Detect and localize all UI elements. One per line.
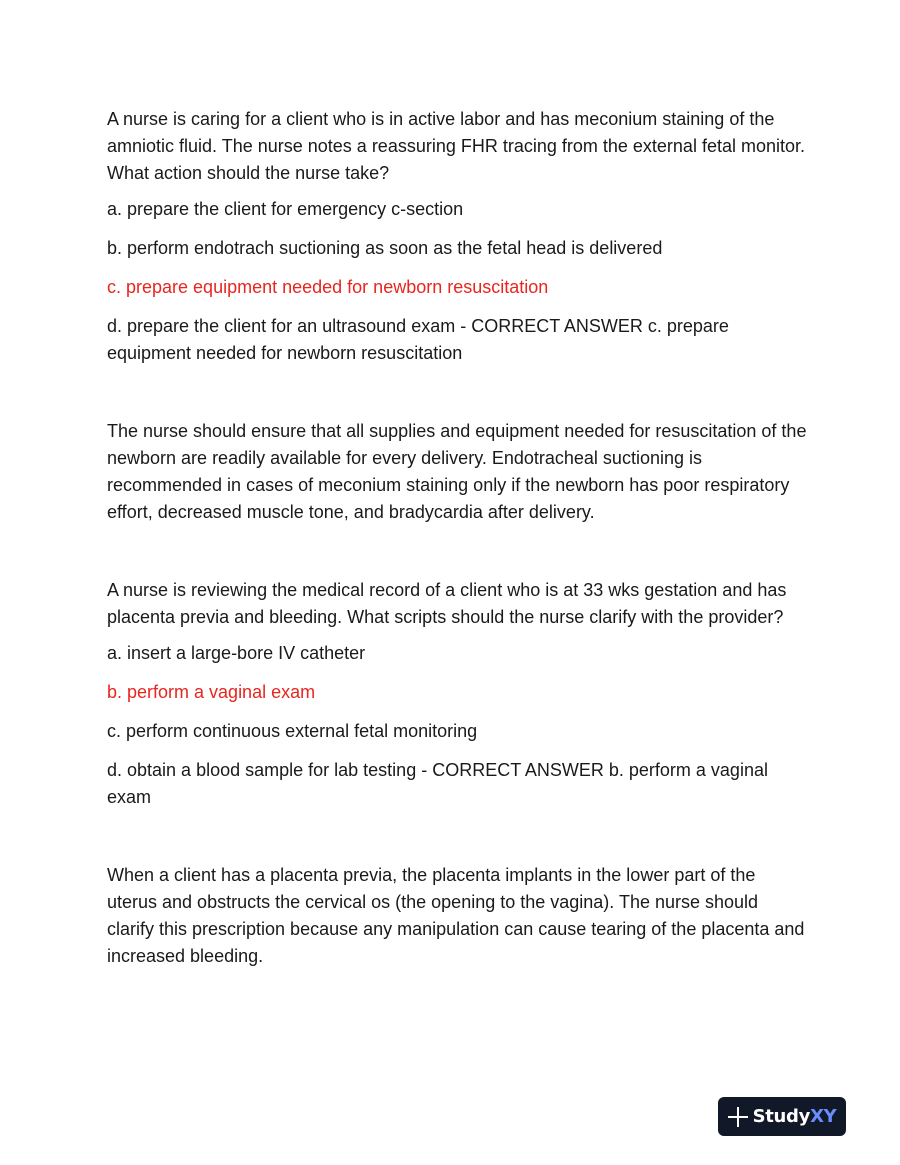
answer-option-a: a. insert a large-bore IV catheter: [107, 643, 366, 663]
answer-rationale: The nurse should ensure that all supplies and equipment needed for resuscitation of the newborn are readily available for every delivery. Endotracheal suctioning is recommended in cases of meconium staining only if the newborn has poor respiratory effort, decreased muscle tone, and bradycardia after delivery.: [107, 421, 807, 522]
studyxy-logo[interactable]: [718, 1097, 846, 1136]
document-page: [107, 106, 807, 970]
logo-name-accent: XY: [810, 1106, 837, 1127]
plus-icon: [728, 1107, 748, 1127]
question-stem: A nurse is caring for a client who is in active labor and has meconium staining of the amniotic fluid. The nurse notes a reassuring FHR tracing from the external fetal monitor. What action should the nurse take?: [107, 109, 805, 183]
answer-option-d: d. obtain a blood sample for lab testing - CORRECT ANSWER b. perform a vaginal exam: [107, 760, 768, 807]
answer-option-a: a. prepare the client for emergency c-section: [107, 199, 464, 219]
question-stem: A nurse is reviewing the medical record of a client who is at 33 wks gestation and has placenta previa and bleeding. What scripts should the nurse clarify with the provider?: [107, 580, 787, 627]
logo-wordmark: [753, 1106, 837, 1127]
answer-option-b-correct: b. perform a vaginal exam: [107, 682, 316, 702]
answer-option-d: d. prepare the client for an ultrasound exam - CORRECT ANSWER c. prepare equipment needed for newborn resuscitation: [107, 316, 729, 363]
question-block-1: [107, 106, 807, 526]
logo-name-main: Study: [752, 1106, 811, 1127]
question-block-2: [107, 577, 807, 970]
answer-rationale: When a client has a placenta previa, the placenta implants in the lower part of the uterus and obstructs the cervical os (the opening to the vagina). The nurse should clarify this prescription because any manipulation can cause tearing of the placenta and increased bleeding.: [107, 865, 805, 966]
answer-option-b: b. perform endotrach suctioning as soon as the fetal head is delivered: [107, 238, 663, 258]
answer-option-c: c. perform continuous external fetal monitoring: [107, 721, 478, 741]
answer-option-c-correct: c. prepare equipment needed for newborn resuscitation: [107, 277, 549, 297]
